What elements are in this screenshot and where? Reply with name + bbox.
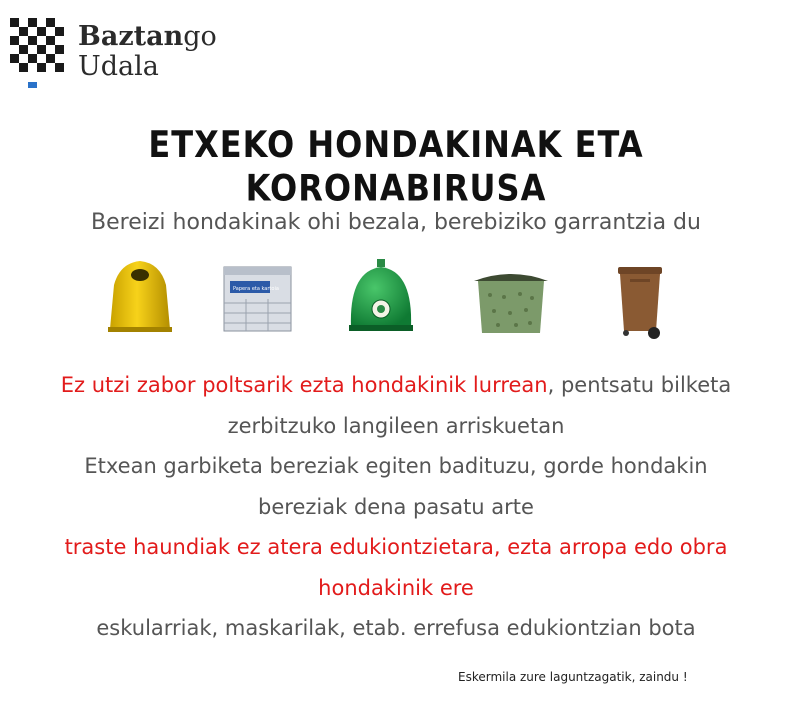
page-title: ETXEKO HONDAKINAK ETA KORONABIRUSA bbox=[148, 122, 644, 210]
green-glass-container-icon bbox=[345, 257, 417, 337]
message-1-line-2: zerbitzuko langileen arriskuetan bbox=[227, 413, 565, 438]
message-1-line-1 bbox=[0, 365, 792, 406]
message-3-line-1: traste haundiak ez atera edukiontzietara, ezta arropa edo obra bbox=[64, 535, 728, 559]
subtitle: Bereizi hondakinak ohi bezala, berebiziko garrantzia du bbox=[91, 210, 701, 235]
yellow-container-icon bbox=[100, 255, 180, 335]
logo-line2: Udala bbox=[78, 51, 159, 82]
message-3-line-2: hondakinik ere bbox=[318, 575, 474, 600]
message-1-rest: , pentsatu bilketa bbox=[547, 373, 732, 397]
logo-line1-bold: Baztan bbox=[78, 21, 184, 52]
paper-container-icon bbox=[220, 263, 295, 335]
checkered-logo-icon bbox=[10, 18, 66, 93]
logo-line1-rest: go bbox=[183, 21, 217, 52]
bins-row bbox=[90, 255, 710, 350]
thanks-note: Eskermila zure laguntzagatik, zaindu ! bbox=[458, 670, 688, 684]
message-1-highlight: Ez utzi zabor poltsarik ezta hondakinik lurrean bbox=[60, 373, 548, 397]
message-2-line-1: Etxean garbiketa bereziak egiten badituzu, gorde hondakin bbox=[84, 454, 708, 478]
message-block bbox=[0, 365, 792, 649]
paper-container-label: Papera eta kartoia bbox=[233, 286, 279, 292]
message-2-line-2: bereziak dena pasatu arte bbox=[258, 494, 534, 519]
message-4: eskularriak, maskarilak, etab. errefusa edukiontzian bota bbox=[96, 616, 696, 640]
compost-bin-icon bbox=[470, 267, 552, 337]
logo-text bbox=[78, 22, 217, 82]
logo bbox=[10, 18, 230, 93]
brown-wheelie-bin-icon bbox=[610, 261, 670, 341]
